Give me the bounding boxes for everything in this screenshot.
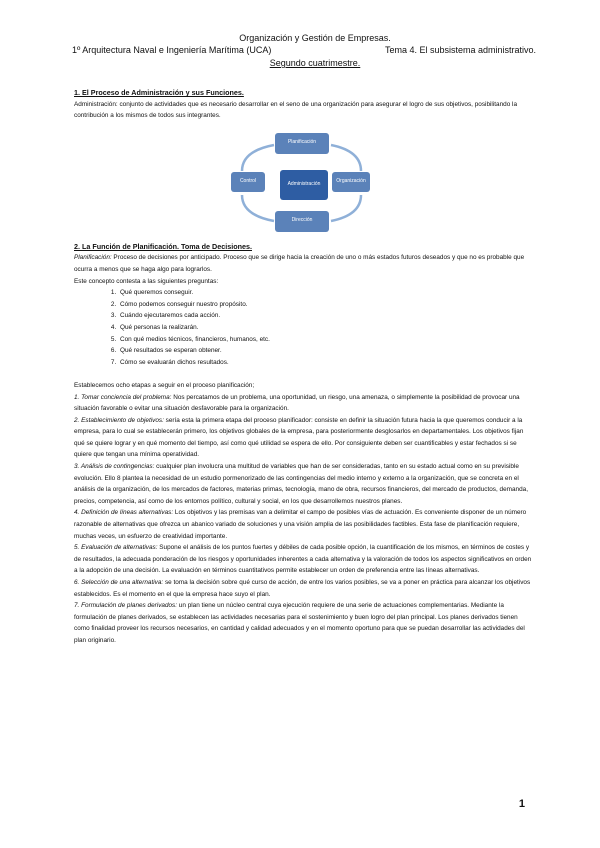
def-term: Administración: [74, 100, 118, 108]
stage-text: un plan tiene un núcleo central cuya ejecución requiere de una serie de actuaciones complementarias. Mediante la formulación de planes derivados, se establecen las actividades necesarias para el sostenimiento y buen logro del plan principal. Los planes derivados tienen como finalidad proveer los recursos necesarios, en cantidad y calidad adecuados y en el momento oportuno para que se puedan desarrollar las actividades del plan originario. [74, 602, 525, 644]
list-item: 3. Cuándo ejecutaremos cada acción. [118, 310, 534, 322]
section1-heading: 1. El Proceso de Administración y sus Funciones. [74, 88, 244, 97]
stage-paragraph [74, 577, 534, 600]
topic-label: Tema 4. El subsistema administrativo. [385, 45, 537, 55]
stage-term: 4. Definición de líneas alternativas: [74, 509, 174, 517]
list-item: 1. Qué queremos conseguir. [118, 287, 534, 299]
course-label: 1º Arquitectura Naval e Ingeniería Marítima (UCA) [72, 45, 272, 55]
stage-term: 1. Tomar conciencia del problema: [74, 393, 172, 401]
list-item: 7. Cómo se evaluarán dichos resultados. [118, 357, 534, 369]
stage-paragraph [74, 542, 534, 577]
stage-term: 7. Formulación de planes derivados: [74, 602, 178, 610]
stage-text: sería esta la primera etapa del proceso planificador: consiste en definir la situación futura hacia la que queremos conducir a la empresa, para lo cual se establecerán primero, los objetivos globales de la empresa, para posteriormente desglosarlos en departamentales. Los objetivos fijan qué se quiere lograr y en qué momento del tiempo, así como qué utilidad se espera de ello. Por consiguiente deben ser cuantificables y estar fechados si se quiere que tengan una mínima operatividad. [74, 416, 524, 459]
stage-term: 3. Análisis de contingencias: [74, 463, 155, 471]
planning-node: Planificación [275, 133, 329, 154]
stage-paragraph [74, 600, 534, 646]
stage-paragraph [74, 507, 534, 542]
stage-term: 2. Establecimiento de objetivos: [74, 416, 164, 424]
list-item: 4. Qué personas la realizarán. [118, 322, 534, 334]
cycle-arrow [242, 195, 274, 221]
section2-definition [74, 252, 534, 275]
stage-paragraph [74, 392, 534, 415]
stage-term: 5. Evaluación de alternativas: [74, 544, 158, 552]
list-item: 6. Qué resultados se esperan obtener. [118, 345, 534, 357]
administration-cycle-diagram [74, 125, 534, 241]
stage-paragraph [74, 461, 534, 507]
administration-node: Administración [280, 170, 328, 200]
questions-list [74, 287, 534, 368]
stage-text: se toma la decisión sobre qué curso de acción, de entre los varios posibles, se va a poner en práctica para alcanzar los objetivos establecidos. Es el momento en el que la empresa hace suyo el plan. [74, 579, 531, 598]
def-term: Planificación: [74, 254, 112, 262]
stage-text: cualquier plan involucra una multitud de variables que han de ser consideradas, tanto en su estado actual como en su previsible evolución. Ello 8 plantea la necesidad de un estudio pormenorizado de las contingencias del medio interno y externo a la organización, que se concreta en el análisis de la organización, de los mercados de factores, materias primas, tecnología, mano de obra, recursos financieros, del mercado de productos, demanda, precios, competencia, así como de los entornos político, cultural y social, en los que desarrollemos nuestros planes. [74, 463, 528, 505]
document-title: Organización y Gestión de Empresas. [239, 33, 391, 43]
term-label: Segundo cuatrimestre. [269, 58, 361, 68]
cycle-arrow [242, 145, 274, 171]
cycle-arrow [331, 195, 361, 221]
page-number: 1 [518, 798, 525, 810]
organization-node: Organización [332, 172, 370, 192]
stage-paragraph [74, 415, 534, 461]
control-node: Control [231, 172, 265, 192]
stage-text: Nos percatamos de un problema, una oportunidad, un riesgo, una amenaza, o simplemente la posibilidad de provocar una situación favorable o evitar una situación desfavorable para la organización. [74, 393, 520, 413]
def-text: conjunto de actividades que es necesario desarrollar en el seno de una organización para asegurar el logro de sus objetivos, posibilitando la contribución a los mismos de todos sus integrantes. [74, 100, 518, 120]
section1-definition [74, 99, 534, 122]
stages-intro: Establecemos ocho etapas a seguir en el proceso planificación; [74, 381, 255, 389]
list-item: 5. Con qué medios técnicos, financieros, humanos, etc. [118, 334, 534, 346]
direction-node: Dirección [275, 211, 329, 232]
document-body [74, 87, 534, 647]
list-item: 2. Cómo podemos conseguir nuestro propósito. [118, 299, 534, 311]
def-text: Proceso de decisiones por anticipado. Proceso que se dirige hacia la creación de uno o más estados futuros deseados y que no es probable que ocurra a menos que se haga algo para lograrlos. [74, 254, 525, 273]
questions-intro: Este concepto contesta a las siguientes preguntas: [74, 277, 219, 285]
section2-heading: 2. La Función de Planificación. Toma de Decisiones. [74, 241, 252, 251]
stage-text: Los objetivos y las premisas van a delimitar el campo de posibles vías de actuación. Es conveniente disponer de un número razonable de alternativas que ofrezca un abanico variado de soluciones y una visión amplia de las posibilidades factibles. Esta fase de planificación requiere, muchas veces, un esfuerzo de creatividad importante. [74, 509, 527, 540]
cycle-arrow [331, 145, 361, 171]
stage-term: 6. Selección de una alternativa: [74, 579, 164, 586]
stage-text: Supone el análisis de los puntos fuertes y débiles de cada posible opción, la cuantificación de los mismos, en términos de costes y de resultados, la adecuada ponderación de los riesgos y oportunidades inherentes a cada alternativa y la valoración de todos los aspectos significativos en orden a la adopción de una decisión. La evaluación en términos cuantitativos permite establecer un orden de preferencia entre las líneas alternativas. [74, 544, 532, 575]
